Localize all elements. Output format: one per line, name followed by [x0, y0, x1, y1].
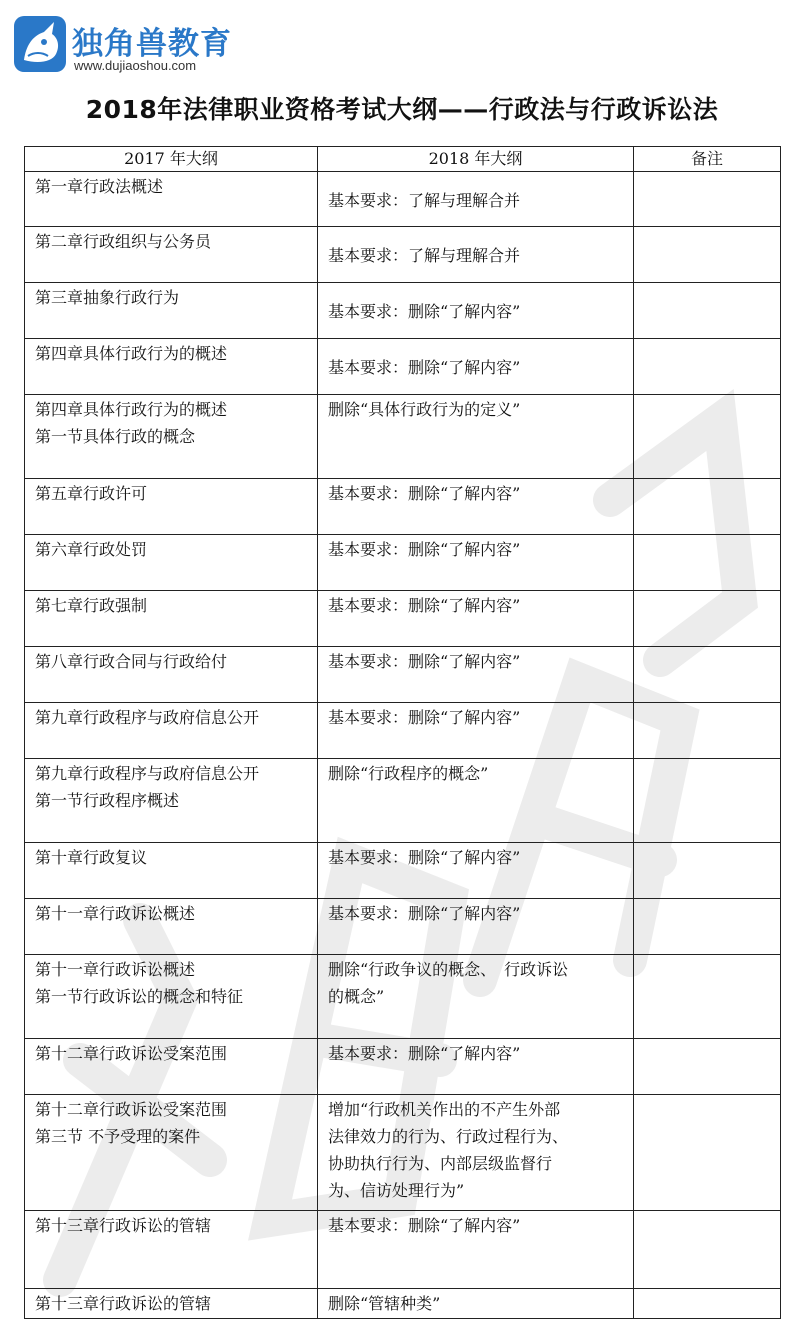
cell-note	[634, 227, 781, 283]
table-row	[25, 172, 781, 227]
cell-text: 第九章行政程序与政府信息公开	[35, 708, 260, 727]
table-row	[25, 227, 781, 283]
cell-2017-outline	[25, 1289, 318, 1319]
cell-text: 第一节行政程序概述	[35, 791, 180, 810]
cell-text: 基本要求：删除“了解内容”	[328, 596, 521, 615]
cell-2017-outline	[25, 227, 318, 283]
cell-2018-outline	[318, 591, 634, 647]
cell-2017-outline	[25, 395, 318, 479]
cell-2017-outline	[25, 703, 318, 759]
cell-text: 第一章行政法概述	[35, 177, 164, 196]
table-row	[25, 843, 781, 899]
cell-note	[634, 535, 781, 591]
cell-text: 基本要求：了解与理解合并	[328, 246, 521, 265]
cell-text: 基本要求：了解与理解合并	[328, 191, 521, 210]
table-row	[25, 339, 781, 395]
cell-2017-outline	[25, 759, 318, 843]
cell-2017-outline	[25, 591, 318, 647]
cell-note	[634, 843, 781, 899]
document-title: 2018年法律职业资格考试大纲——行政法与行政诉讼法	[85, 95, 719, 124]
cell-2018-outline	[318, 1211, 634, 1289]
cell-2017-outline	[25, 283, 318, 339]
cell-text: 第十三章行政诉讼的管辖	[35, 1216, 212, 1235]
cell-text: 第十一章行政诉讼概述	[35, 960, 196, 979]
cell-note	[634, 1289, 781, 1319]
cell-note	[634, 759, 781, 843]
cell-2018-outline	[318, 227, 634, 283]
cell-2017-outline	[25, 479, 318, 535]
cell-text: 基本要求：删除“了解内容”	[328, 708, 521, 727]
cell-2018-outline	[318, 955, 634, 1039]
cell-2018-outline	[318, 172, 634, 227]
cell-2017-outline	[25, 339, 318, 395]
unicorn-logo-icon	[14, 16, 66, 72]
cell-text: 第九章行政程序与政府信息公开	[35, 764, 260, 783]
syllabus-table	[24, 146, 781, 1319]
cell-note	[634, 1095, 781, 1211]
table-row	[25, 647, 781, 703]
cell-2018-outline	[318, 647, 634, 703]
cell-note	[634, 283, 781, 339]
cell-2017-outline	[25, 647, 318, 703]
brand-logo	[14, 14, 254, 76]
cell-2018-outline	[318, 395, 634, 479]
cell-2017-outline	[25, 1095, 318, 1211]
cell-2018-outline	[318, 479, 634, 535]
cell-text: 第一节具体行政的概念	[35, 427, 196, 446]
table-row	[25, 283, 781, 339]
table-row	[25, 395, 781, 479]
cell-text: 基本要求：删除“了解内容”	[328, 302, 521, 321]
cell-text: 基本要求：删除“了解内容”	[328, 848, 521, 867]
cell-text: 第十二章行政诉讼受案范围	[35, 1044, 228, 1063]
table-row	[25, 479, 781, 535]
cell-text: 第十章行政复议	[35, 848, 148, 867]
cell-text: 第十三章行政诉讼的管辖	[35, 1294, 212, 1313]
table-body	[25, 172, 781, 1319]
cell-text: 第三章抽象行政行为	[35, 288, 180, 307]
cell-note	[634, 479, 781, 535]
cell-2018-outline	[318, 703, 634, 759]
cell-text: 增加“行政机关作出的不产生外部	[328, 1100, 561, 1119]
cell-text: 第二章行政组织与公务员	[35, 232, 212, 251]
table-row	[25, 703, 781, 759]
brand-name: 独角兽教育	[72, 26, 232, 62]
cell-text: 删除“具体行政行为的定义”	[328, 400, 521, 419]
cell-2017-outline	[25, 535, 318, 591]
cell-2017-outline	[25, 1211, 318, 1289]
table-header-row	[25, 147, 781, 172]
table-row	[25, 899, 781, 955]
table-row	[25, 1095, 781, 1211]
cell-note	[634, 899, 781, 955]
cell-text: 协助执行行为、内部层级监督行	[328, 1154, 553, 1173]
cell-2018-outline	[318, 1289, 634, 1319]
table-row	[25, 535, 781, 591]
table-row	[25, 1289, 781, 1319]
cell-note	[634, 647, 781, 703]
cell-text: 为、信访处理行为”	[328, 1181, 465, 1200]
cell-text: 第五章行政许可	[35, 484, 148, 503]
header-note: 备注	[634, 147, 781, 172]
table-row	[25, 591, 781, 647]
cell-text: 第四章具体行政行为的概述	[35, 344, 228, 363]
table-row	[25, 955, 781, 1039]
cell-2017-outline	[25, 1039, 318, 1095]
cell-text: 基本要求：删除“了解内容”	[328, 652, 521, 671]
cell-text: 删除“管辖种类”	[328, 1294, 441, 1313]
cell-text: 删除“行政争议的概念、 行政诉讼	[328, 960, 569, 979]
table-row	[25, 759, 781, 843]
cell-note	[634, 955, 781, 1039]
brand-url: www.dujiaoshou.com	[74, 58, 197, 73]
cell-text: 第十一章行政诉讼概述	[35, 904, 196, 923]
cell-text: 第八章行政合同与行政给付	[35, 652, 228, 671]
cell-text: 基本要求：删除“了解内容”	[328, 484, 521, 503]
cell-2017-outline	[25, 899, 318, 955]
cell-text: 第三节 不予受理的案件	[35, 1127, 201, 1146]
cell-2018-outline	[318, 339, 634, 395]
cell-note	[634, 703, 781, 759]
cell-2017-outline	[25, 843, 318, 899]
header-2018: 2018 年大纲	[318, 147, 634, 172]
header-2017: 2017 年大纲	[25, 147, 318, 172]
cell-2018-outline	[318, 535, 634, 591]
cell-2018-outline	[318, 899, 634, 955]
cell-text: 基本要求：删除“了解内容”	[328, 1216, 521, 1235]
cell-text: 基本要求：删除“了解内容”	[328, 904, 521, 923]
cell-2017-outline	[25, 172, 318, 227]
cell-2018-outline	[318, 843, 634, 899]
cell-2018-outline	[318, 283, 634, 339]
cell-text: 的概念”	[328, 987, 385, 1006]
cell-text: 第十二章行政诉讼受案范围	[35, 1100, 228, 1119]
cell-text: 基本要求：删除“了解内容”	[328, 1044, 521, 1063]
cell-text: 第七章行政强制	[35, 596, 148, 615]
cell-2017-outline	[25, 955, 318, 1039]
table-row	[25, 1211, 781, 1289]
cell-note	[634, 339, 781, 395]
cell-note	[634, 1211, 781, 1289]
cell-text: 第四章具体行政行为的概述	[35, 400, 228, 419]
cell-text: 删除“行政程序的概念”	[328, 764, 489, 783]
cell-text: 基本要求：删除“了解内容”	[328, 358, 521, 377]
cell-text: 基本要求：删除“了解内容”	[328, 540, 521, 559]
cell-note	[634, 395, 781, 479]
cell-text: 第一节行政诉讼的概念和特征	[35, 987, 244, 1006]
cell-note	[634, 591, 781, 647]
cell-2018-outline	[318, 1095, 634, 1211]
cell-text: 法律效力的行为、行政过程行为、	[328, 1127, 569, 1146]
table-row	[25, 1039, 781, 1095]
cell-2018-outline	[318, 759, 634, 843]
cell-note	[634, 172, 781, 227]
cell-2018-outline	[318, 1039, 634, 1095]
cell-note	[634, 1039, 781, 1095]
cell-text: 第六章行政处罚	[35, 540, 148, 559]
